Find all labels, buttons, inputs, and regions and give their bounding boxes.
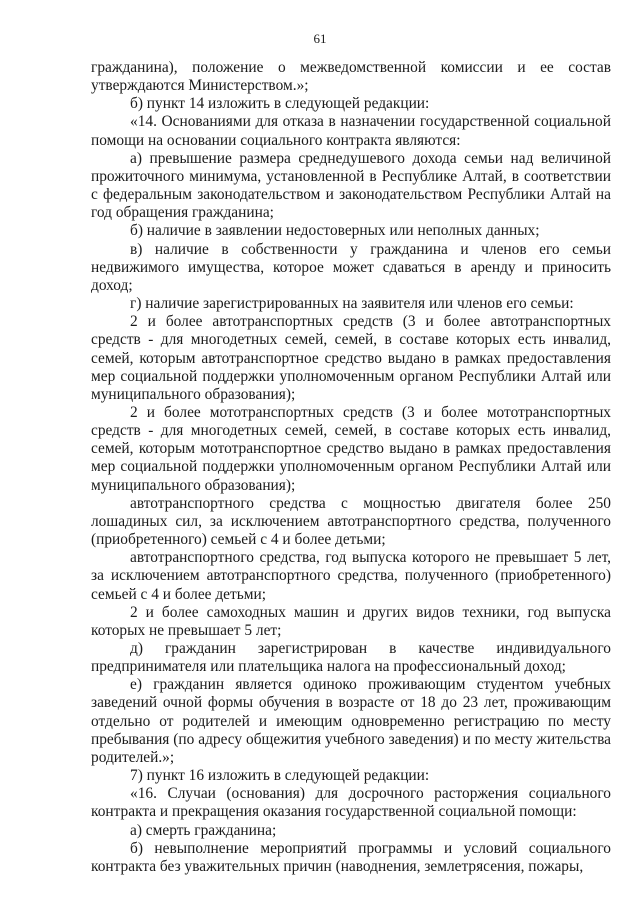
paragraph-clause-16: «16. Случаи (основания) для досрочного расторжения социального контракта и прекращения оказания государственной социальной помощи: — [91, 785, 611, 821]
paragraph-item-b-pункт-14: б) пункт 14 изложить в следующей редакции: — [130, 95, 430, 113]
paragraph-self-propelled: 2 и более самоходных машин и других видов техники, год выпуска которых не превышает 5 лет; — [91, 603, 611, 639]
paragraph-vehicle-age: автотранспортного средства, год выпуска которого не превышает 5 лет, за исключением автотранспортного средства, полученного (приобретенного) семьей с 4 и более детьми; — [91, 549, 611, 603]
paragraph-clause-16-b: б) невыполнение мероприятий программы и условий социального контракта без уважительных причин (наводнения, землетрясения, пожары, — [91, 839, 611, 875]
paragraph-clause-16-a: а) смерть гражданина; — [130, 821, 277, 839]
paragraph-subclause-d: д) гражданин зарегистрирован в качестве индивидуального предпринимателя или плательщика налога на профессиональный доход; — [91, 640, 611, 676]
document-body — [91, 59, 611, 876]
paragraph-motorcycles: 2 и более мототранспортных средств (3 и более мототранспортных средств - для многодетных семей, семей, в составе которых есть инвалид, семей, которым мототранспортное средство выдано в рамках предоставления мер социальной поддержки уполномоченным органом Республики Алтай или муниципального образования); — [91, 403, 611, 494]
paragraph-subclause-b: б) наличие в заявлении недостоверных или неполных данных; — [130, 222, 540, 240]
paragraph-continuation: гражданина), положение о межведомственной комиссии и ее состав утверждаются Министерством.»; — [91, 59, 611, 95]
paragraph-subclause-a: а) превышение размера среднедушевого дохода семьи над величиной прожиточного минимума, установленной в Республике Алтай, в соответствии с федеральным законодательством и законодательством Республики Алтай на год обращения гражданина; — [91, 149, 611, 222]
paragraph-item-7: 7) пункт 16 изложить в следующей редакции: — [130, 767, 430, 785]
paragraph-engine-power: автотранспортного средства с мощностью двигателя более 250 лошадиных сил, за исключением автотранспортного средства, полученного (приобретенного) семьей с 4 и более детьми; — [91, 494, 611, 549]
paragraph-vehicles: 2 и более автотранспортных средств (3 и более автотранспортных средств - для многодетных семей, семей, в составе которых есть инвалид, семей, которым автотранспортное средство выдано в рамках предоставления мер социальной поддержки уполномоченным органом Республики Алтай или муниципального образования); — [91, 313, 611, 403]
paragraph-clause-14: «14. Основаниями для отказа в назначении государственной социальной помощи на основании социального контракта являются: — [91, 113, 611, 149]
paragraph-subclause-g: г) наличие зарегистрированных на заявителя или членов его семьи: — [130, 295, 574, 313]
page-number: 61 — [313, 31, 327, 46]
paragraph-subclause-e: е) гражданин является одиноко проживающим студентом учебных заведений очной формы обучения в возрасте от 18 до 23 лет, проживающим отдельно от родителей и имеющим одновременно регистрацию по месту пребывания (по адресу общежития учебного заведения) и по месту жительства родителей.»; — [91, 676, 611, 766]
paragraph-subclause-v: в) наличие в собственности у гражданина и членов его семьи недвижимого имущества, которое может сдаваться в аренду и приносить доход; — [91, 240, 611, 294]
